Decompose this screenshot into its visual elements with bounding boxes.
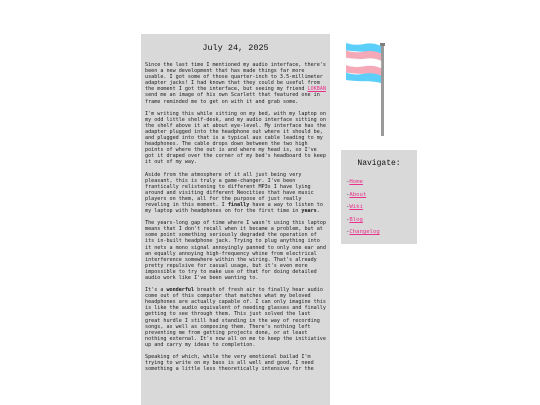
navigation-panel: [341, 150, 417, 244]
post-paragraph: I'm writing this while sitting on my bed, with my laptop on my odd little shelf-desk, and my audio interface sitting on the shelf above it at about eye-level. My interface has the adapter plugged into the headphone out where it should be, and plugged into that is a typical aux cable leading to my headphones. The cable drops down between the two high points of where the out is and where my head is, so I've got it draped over the corner of my bed's headboard to keep it out of my way.: [145, 110, 326, 166]
post-paragraph: The years-long gap of time where I wasn't using this laptop means that I don't recall when it became a problem, but at some point something seriously degraded the operation of its in-built headphone jack. Trying to plug anything into it nets a mono signal annoyingly panned to only one ear and an equally annoying high-frequency whine from electrical interference somewhere within the wiring. That's already pretty repulsive for casual usage, but it's even more impossible to try to make use of that for doing detailed audio work like I've been wanting to.: [145, 220, 326, 281]
flag-stripe-blue: [346, 73, 381, 83]
nav-link-wiki[interactable]: Wiki: [349, 204, 363, 211]
post-paragraph: [145, 172, 326, 215]
post-text: Since the last time I mentioned my audio interface, there's been a new development that has made things far more usable. I got some of those quarter-inch to 3.5-millimeter adapter jacks! I had known that they could be useful from the moment I got the interface, but seeing my friend: [145, 62, 326, 93]
emphasis-text: wonderful: [166, 287, 195, 294]
post-text: send me an image of his own Scarlett that featured one in frame reminded me to get on with it and grab some.: [145, 92, 320, 105]
post-text: have a way to listen to my laptop with headphones on for the first time in: [145, 201, 323, 215]
nav-link-changelog[interactable]: Changelog: [349, 229, 380, 236]
post-text: breath of fresh air to finally hear audio come out of this computer that matches what my beloved headphones are actually capable of. I can only imagine this is like the audio equivalent of needing glasses and finally getting to see through them. This just solved the last great hurdle I still had standing in the way of recording songs, as well as composing them. There's nothing left preventing me from getting projects done, or at least nothing external. It's now all on me to keep the initiative up and carry my ideas to completion.: [145, 287, 326, 348]
emphasis-text: years: [301, 208, 317, 215]
friend-link[interactable]: LOKBAN: [307, 86, 326, 93]
flag-pole: [381, 44, 384, 136]
nav-link-blog[interactable]: Blog: [349, 216, 363, 223]
post-text: .: [316, 208, 320, 215]
emphasis-text: finally: [227, 201, 250, 208]
post-paragraph: [145, 62, 326, 105]
nav-item-about: -About: [346, 191, 367, 198]
nav-item-wiki: -Wiki: [346, 204, 363, 211]
nav-link-about[interactable]: About: [349, 191, 367, 198]
nav-list: [346, 176, 412, 239]
nav-title: Navigate:: [357, 159, 401, 168]
flag-graphic: [346, 42, 388, 138]
transgender-pride-flag-icon: [346, 42, 388, 138]
blog-post: [141, 34, 330, 405]
post-text: It's a: [145, 287, 167, 294]
post-date: July 24, 2025: [202, 43, 269, 53]
post-paragraph: Speaking of which, while the very emotional bailad I'm trying to write on my bass is all well and good, I need something a little less theoretically intensive for the: [145, 354, 314, 373]
post-text: Aside from the atmosphere of it all just being very pleasant, this is truly a game-changer. I've been frantically relistening to different MP3s I have lying around and visiting different Neocities that have music players on them, all for the purpose of just really reveling in this moment. I: [145, 171, 314, 208]
nav-item-home: -Home: [346, 179, 363, 185]
nav-item-blog: -Blog: [346, 216, 363, 223]
nav-item-changelog: -Changelog: [346, 229, 380, 236]
flag-pole-cap: [380, 43, 385, 46]
post-paragraph: [145, 287, 326, 348]
nav-link-home[interactable]: Home: [349, 179, 363, 185]
